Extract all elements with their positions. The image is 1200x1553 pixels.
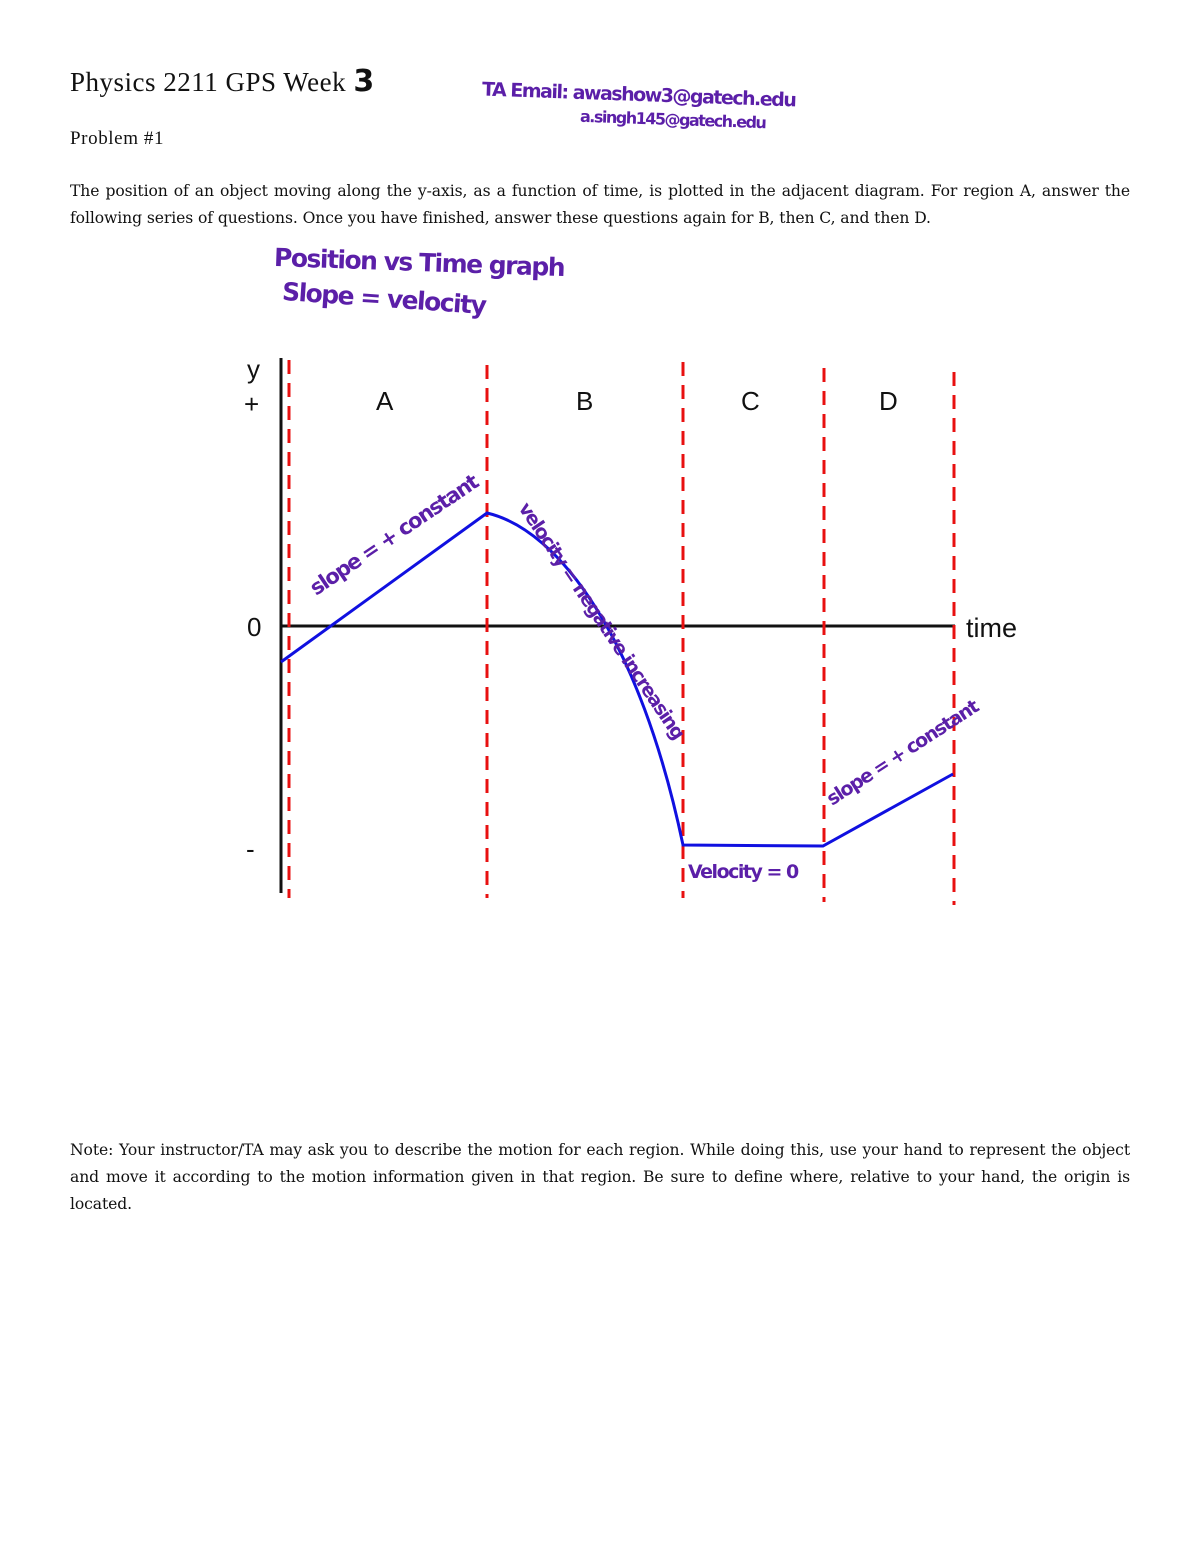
- y-plus-label: +: [244, 389, 260, 419]
- y-zero-label: 0: [247, 612, 262, 642]
- region-b-label: B: [576, 386, 594, 416]
- title-text: Physics 2211 GPS Week: [70, 67, 347, 97]
- y-axis-label: y: [247, 354, 260, 384]
- note-paragraph: Note: Your instructor/TA may ask you to describe the motion for each region. While doing this, use your hand to represent the object and move it according to the motion information given in that region. Be sure to define where, relative to your hand, the origin is located.: [70, 1141, 1130, 1213]
- intro-paragraph: The position of an object moving along the y-axis, as a function of time, is plotted in the adjacent diagram. For region A, answer the following series of questions. Once you have finished, answer these questions again for B, then C, and then D.: [70, 182, 1130, 227]
- problem-label: Problem #1: [70, 128, 165, 149]
- region-c-label: C: [741, 386, 760, 416]
- week-number: 3: [353, 64, 375, 99]
- region-b-note: velocity = negative increasing: [513, 498, 689, 743]
- y-minus-label: -: [246, 834, 255, 864]
- region-a-note: slope = + constant: [305, 470, 483, 601]
- ta-email-line2: a.singh145@gatech.edu: [579, 106, 766, 133]
- region-d-label: D: [879, 386, 898, 416]
- region-d-note: slope = + constant: [822, 696, 983, 811]
- region-a-label: A: [376, 386, 394, 416]
- graph-note-line1: Position vs Time graph: [273, 242, 565, 283]
- graph-note-line2: Slope = velocity: [281, 276, 487, 321]
- ta-email-line1: TA Email: awashow3@gatech.edu: [481, 78, 796, 112]
- region-c-note: Velocity = 0: [688, 861, 798, 883]
- time-axis-label: time: [966, 613, 1018, 643]
